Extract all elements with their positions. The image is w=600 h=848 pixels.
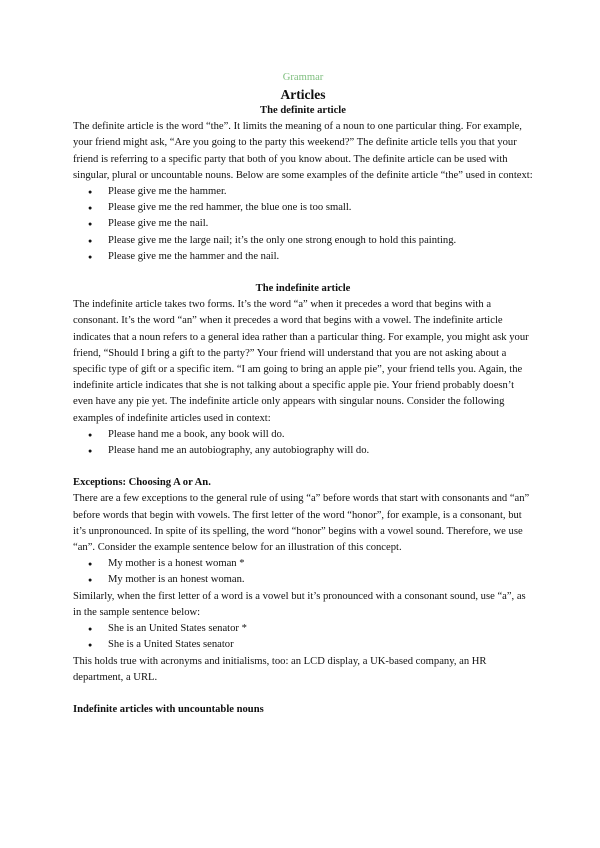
section-body-exceptions-2: Similarly, when the first letter of a word is a vowel but it’s pronounced with a consonant sound, use “a”, as in the sample sentence below: bbox=[73, 590, 526, 618]
section-body-exceptions-3: This holds true with acronyms and initialisms, too: an LCD display, a UK-based company, an HR department, a URL. bbox=[73, 655, 487, 683]
section-heading-exceptions: Exceptions: Choosing A or An. bbox=[73, 477, 211, 489]
list-item: ● Please give me the hammer. bbox=[73, 184, 533, 200]
section-heading-definite: The definite article bbox=[260, 105, 346, 116]
spacer bbox=[73, 459, 533, 475]
list-item: ● My mother is a honest woman * bbox=[73, 556, 533, 572]
list-item: ● She is an United States senator * bbox=[73, 621, 533, 637]
section-body-exceptions: There are a few exceptions to the general rule of using “a” before words that start with consonants and “an” before words that begin with vowels. The first letter of the word “honor”, for example, is a consonant, but it’s unpronounced. In spite of its spelling, the word “honor” begins with a vowel sound. Therefore, we use “an”. Consider the example sentence below for an illustration of this concept. bbox=[73, 493, 530, 554]
list-item: ● Please give me the nail. bbox=[73, 216, 533, 232]
page-title: Articles bbox=[280, 87, 326, 102]
list-item: ● My mother is an honest woman. bbox=[73, 572, 533, 588]
list-item: ● Please hand me a book, any book will do. bbox=[73, 427, 533, 443]
document-page bbox=[73, 70, 533, 718]
bullet-list-definite bbox=[73, 184, 533, 265]
section-body-definite: The definite article is the word “the”. It limits the meaning of a noun to one particular thing. For example, your friend might ask, “Are you going to the party this weekend?” The definite article tells you that your friend is referring to a specific party that both of you know about. The definite article can be used with singular, plural or uncountable nouns. Below are some examples of the definite article “the” used in context: bbox=[73, 121, 533, 181]
list-item: ● Please give me the red hammer, the blue one is too small. bbox=[73, 200, 533, 216]
list-item: ● She is a United States senator bbox=[73, 637, 533, 653]
section-body-indefinite: The indefinite article takes two forms. It’s the word “a” when it precedes a word that begins with a consonant. It’s the word “an” when it precedes a word that begins with a vowel. The indefinite article indicates that a noun refers to a general idea rather than a particular thing. For example, you might ask your friend, “Should I bring a gift to the party?” Your friend will understand that you are not asking about a specific type of gift or a specific item. “I am going to bring an apple pie”, your friend tells you. Again, the indefinite article indicates that she is not talking about a specific apple pie. Your friend probably doesn’t even have any pie yet. The indefinite article only appears with singular nouns. Consider the following examples of indefinite articles used in context: bbox=[73, 299, 529, 424]
bullet-list-senator bbox=[73, 621, 533, 653]
list-item: ● Please give me the large nail; it’s the only one strong enough to hold this painting. bbox=[73, 233, 533, 249]
spacer bbox=[73, 686, 533, 702]
section-heading-indefinite: The indefinite article bbox=[255, 283, 351, 295]
list-item: ● Please hand me an autobiography, any autobiography will do. bbox=[73, 443, 533, 459]
bullet-list-honest bbox=[73, 556, 533, 588]
subject-label: Grammar bbox=[282, 72, 324, 83]
section-heading-uncountable: Indefinite articles with uncountable nouns bbox=[73, 703, 264, 715]
spacer bbox=[73, 265, 533, 281]
bullet-list-indefinite bbox=[73, 427, 533, 459]
list-item: ● Please give me the hammer and the nail. bbox=[73, 249, 533, 265]
